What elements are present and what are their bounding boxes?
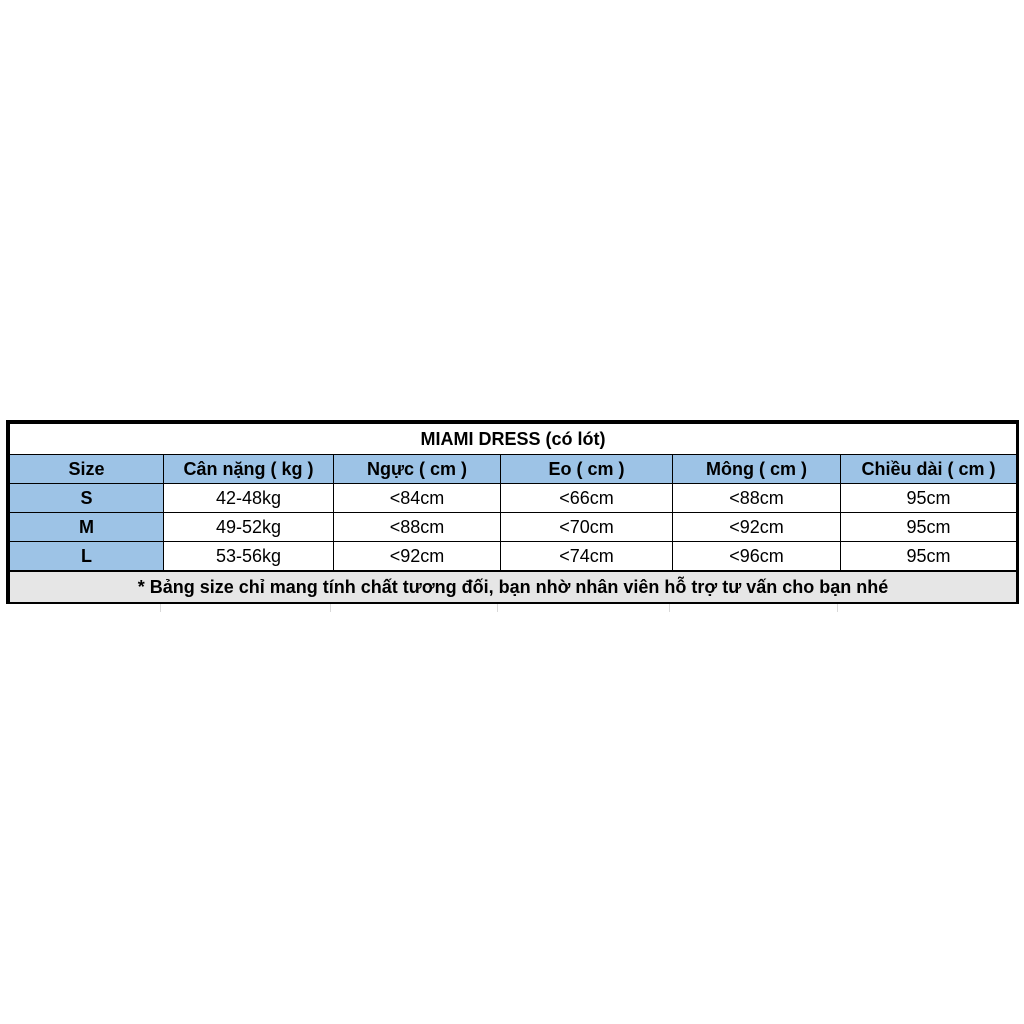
chest-cell: <88cm	[334, 513, 501, 542]
header-hip: Mông ( cm )	[673, 455, 841, 484]
weight-cell: 49-52kg	[164, 513, 334, 542]
sheet-gridline	[330, 604, 331, 612]
header-row	[10, 455, 1017, 484]
note-row	[10, 571, 1017, 603]
size-label: S	[10, 484, 164, 513]
header-size: Size	[10, 455, 164, 484]
chest-cell: <92cm	[334, 542, 501, 572]
length-cell: 95cm	[841, 513, 1017, 542]
sheet-gridline	[669, 604, 670, 612]
title-row	[10, 424, 1017, 455]
waist-cell: <66cm	[501, 484, 673, 513]
length-cell: 95cm	[841, 542, 1017, 572]
size-table-grid	[9, 423, 1017, 603]
waist-cell: <74cm	[501, 542, 673, 572]
table-row	[10, 513, 1017, 542]
sheet-gridline	[497, 604, 498, 612]
hip-cell: <88cm	[673, 484, 841, 513]
weight-cell: 53-56kg	[164, 542, 334, 572]
waist-cell: <70cm	[501, 513, 673, 542]
chest-cell: <84cm	[334, 484, 501, 513]
size-label: M	[10, 513, 164, 542]
sheet-gridline	[160, 604, 161, 612]
header-waist: Eo ( cm )	[501, 455, 673, 484]
size-note: * Bảng size chỉ mang tính chất tương đối, bạn nhờ nhân viên hỗ trợ tư vấn cho bạn nhé	[10, 571, 1017, 603]
table-row	[10, 542, 1017, 572]
size-label: L	[10, 542, 164, 572]
hip-cell: <92cm	[673, 513, 841, 542]
table-row	[10, 484, 1017, 513]
header-chest: Ngực ( cm )	[334, 455, 501, 484]
length-cell: 95cm	[841, 484, 1017, 513]
weight-cell: 42-48kg	[164, 484, 334, 513]
header-weight: Cân nặng ( kg )	[164, 455, 334, 484]
hip-cell: <96cm	[673, 542, 841, 572]
sheet-gridline	[837, 604, 838, 612]
header-length: Chiều dài ( cm )	[841, 455, 1017, 484]
table-title: MIAMI DRESS (có lót)	[10, 424, 1017, 455]
size-chart-table	[6, 420, 1019, 604]
